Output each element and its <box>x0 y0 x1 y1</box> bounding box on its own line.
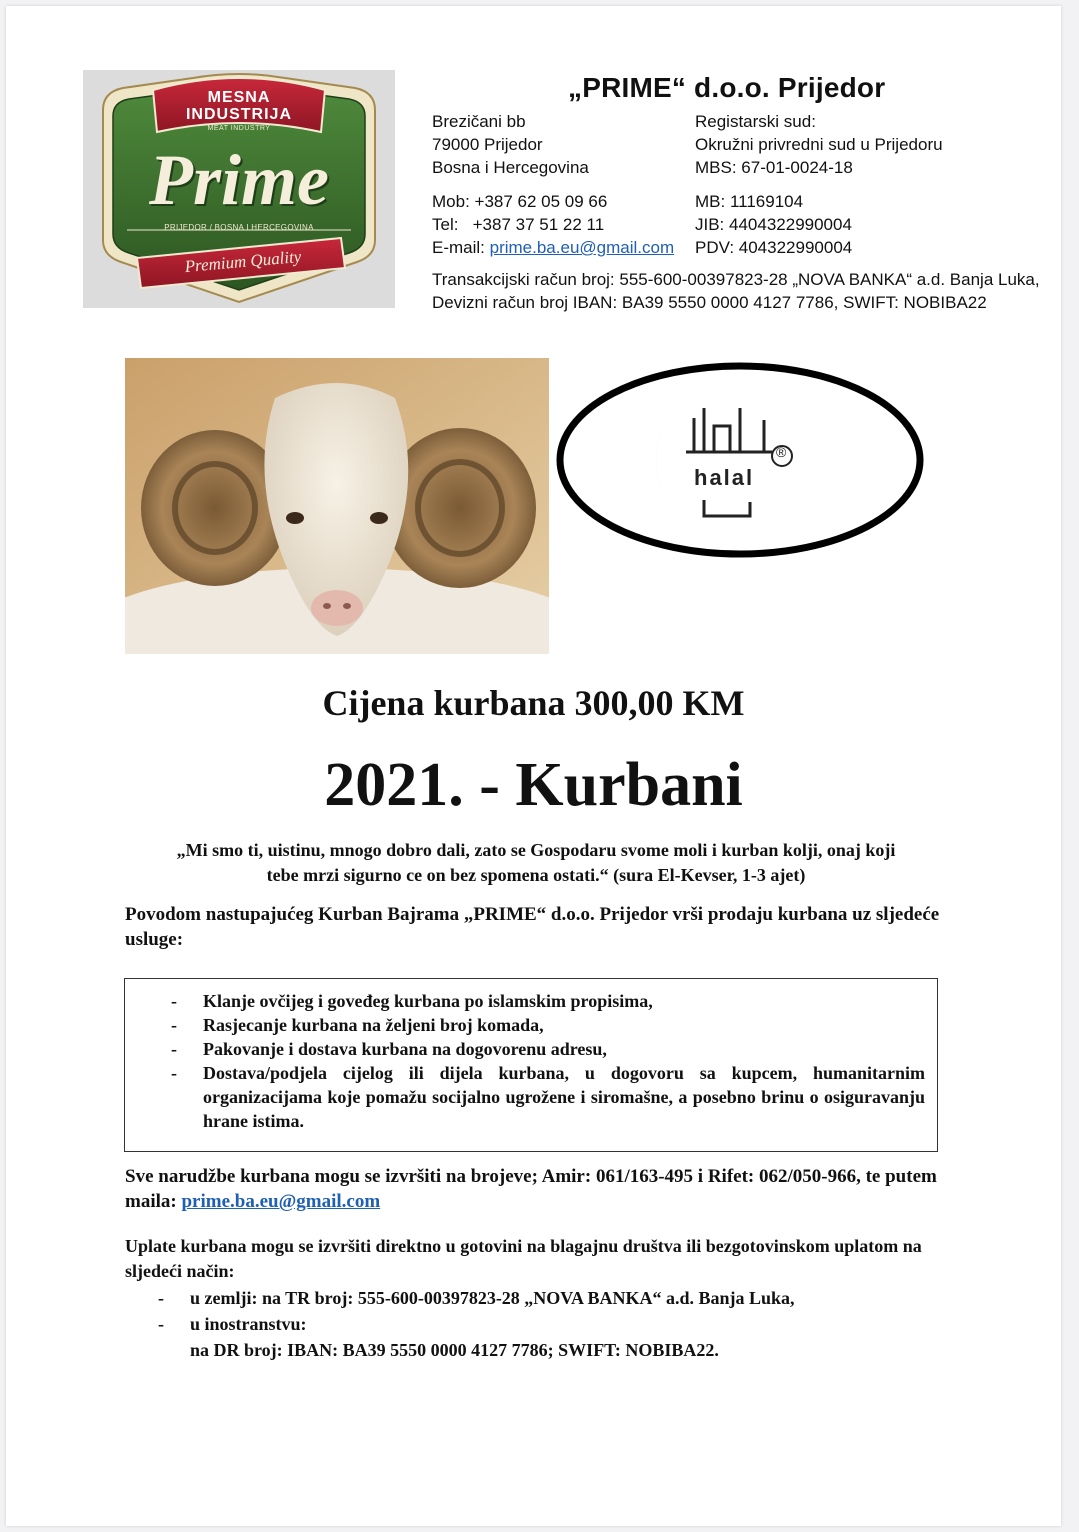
halal-registered-mark: ® <box>776 444 787 460</box>
company-registry <box>695 110 943 179</box>
payment-foreign-details: na DR broj: IBAN: BA39 5550 0000 4127 7786; SWIFT: NOBIBA22. <box>190 1340 719 1360</box>
pdv-number: PDV: 404322990004 <box>695 238 853 257</box>
ram-illustration <box>125 358 549 654</box>
jib-number: JIB: 4404322990004 <box>695 215 852 234</box>
logo-location: PRIJEDOR / BOSNA I HERCEGOVINA <box>164 223 314 232</box>
company-name: „PRIME“ d.o.o. Prijedor <box>568 72 886 103</box>
logo-brand-name: Prime <box>149 140 329 220</box>
payment-domestic: - u zemlji: na TR broj: 555-600-00397823-28 „NOVA BANKA“ a.d. Banja Luka, <box>158 1288 795 1308</box>
email-link[interactable]: prime.ba.eu@gmail.com <box>489 238 675 257</box>
logo-text-mesna: MESNA <box>207 89 271 106</box>
payment-domestic-text: u zemlji: na TR broj: 555-600-00397823-28 „NOVA BANKA“ a.d. Banja Luka, <box>190 1288 795 1308</box>
price-heading: Cijena kurbana 300,00 KM <box>322 683 745 723</box>
company-bank-accounts <box>432 268 1040 314</box>
email-label: E-mail: <box>432 238 490 257</box>
quote-line: tebe mrzi sigurno ce on bez spomena ostati.“ (sura El-Kevser, 1-3 ajet) <box>266 865 806 885</box>
orders-paragraph <box>125 1164 955 1214</box>
telephone-number: Tel: +387 37 51 22 11 <box>432 215 605 234</box>
service-item: - Pakovanje i dostava kurbana na dogovorenu adresu, <box>165 1037 925 1061</box>
logo-text-industrija: INDUSTRIJA <box>185 106 292 123</box>
address-line: 79000 Prijedor <box>432 135 543 154</box>
foreign-account: Devizni račun broj IBAN: BA39 5550 0000 4127 7786, SWIFT: NOBIBA22 <box>432 293 987 312</box>
document-page <box>6 6 1061 1526</box>
mobile-number: Mob: +387 62 05 09 66 <box>432 192 608 211</box>
services-box <box>124 978 938 1152</box>
company-address <box>432 110 589 179</box>
registry-line: Registarski sud: <box>695 112 816 131</box>
email-row <box>432 236 674 259</box>
payment-foreign-label: u inostranstvu: <box>190 1314 307 1334</box>
company-ids <box>695 190 852 259</box>
halal-text: halal <box>694 465 755 490</box>
services-list <box>165 989 925 1133</box>
ram-photo <box>125 358 549 654</box>
halal-emblem <box>554 360 926 560</box>
orders-text: Sve narudžbe kurbana mogu se izvršiti na brojeve; Amir: 061/163-495 i Rifet: 062/050-966, te putem maila: <box>125 1166 937 1212</box>
registry-line: Okružni privredni sud u Prijedoru <box>695 135 943 154</box>
payment-methods-list <box>158 1285 795 1363</box>
service-item: - Dostava/podjela cijelog ili dijela kurbana, u dogovoru sa kupcem, humanitarnim organizacijama koje pomažu socijalno ugrožene i siromašne, a posebno brinu o osiguravanju hrane istima. <box>165 1061 925 1133</box>
logo-text-meat-industry: MEAT INDUSTRY <box>207 125 271 132</box>
payment-foreign: - u inostranstvu: <box>158 1314 307 1334</box>
orders-email-link[interactable]: prime.ba.eu@gmail.com <box>181 1191 381 1212</box>
company-contact <box>432 190 674 259</box>
halal-certificate-logo <box>554 360 926 560</box>
service-item: - Rasjecanje kurbana na željeni broj komada, <box>165 1013 925 1037</box>
mb-number: MB: 11169104 <box>695 192 804 211</box>
address-line: Bosna i Hercegovina <box>432 158 589 177</box>
transaction-account: Transakcijski račun broj: 555-600-00397823-28 „NOVA BANKA“ a.d. Banja Luka, <box>432 270 1040 289</box>
intro-paragraph: Povodom nastupajućeg Kurban Bajrama „PRIME“ d.o.o. Prijedor vrši prodaju kurbana uz sljedeće usluge: <box>125 904 940 950</box>
quote-line: „Mi smo ti, uistinu, mnogo dobro dali, zato se Gospodaru svome moli i kurban kolji, onaj koji <box>176 840 896 860</box>
document-title: 2021. - Kurbani <box>324 751 743 819</box>
registry-line: MBS: 67-01-0024-18 <box>695 158 853 177</box>
address-line: Brezičani bb <box>432 112 526 131</box>
logo-tagline: Premium Quality <box>183 246 303 277</box>
quran-quote <box>116 838 956 888</box>
company-logo <box>83 70 395 308</box>
payments-paragraph: Uplate kurbana mogu se izvršiti direktno u gotovini na blagajnu društva ili bezgotovinskom uplatom na sljedeći način: <box>125 1236 922 1281</box>
service-item: - Klanje ovčijeg i goveđeg kurbana po islamskim propisima, <box>165 989 925 1013</box>
